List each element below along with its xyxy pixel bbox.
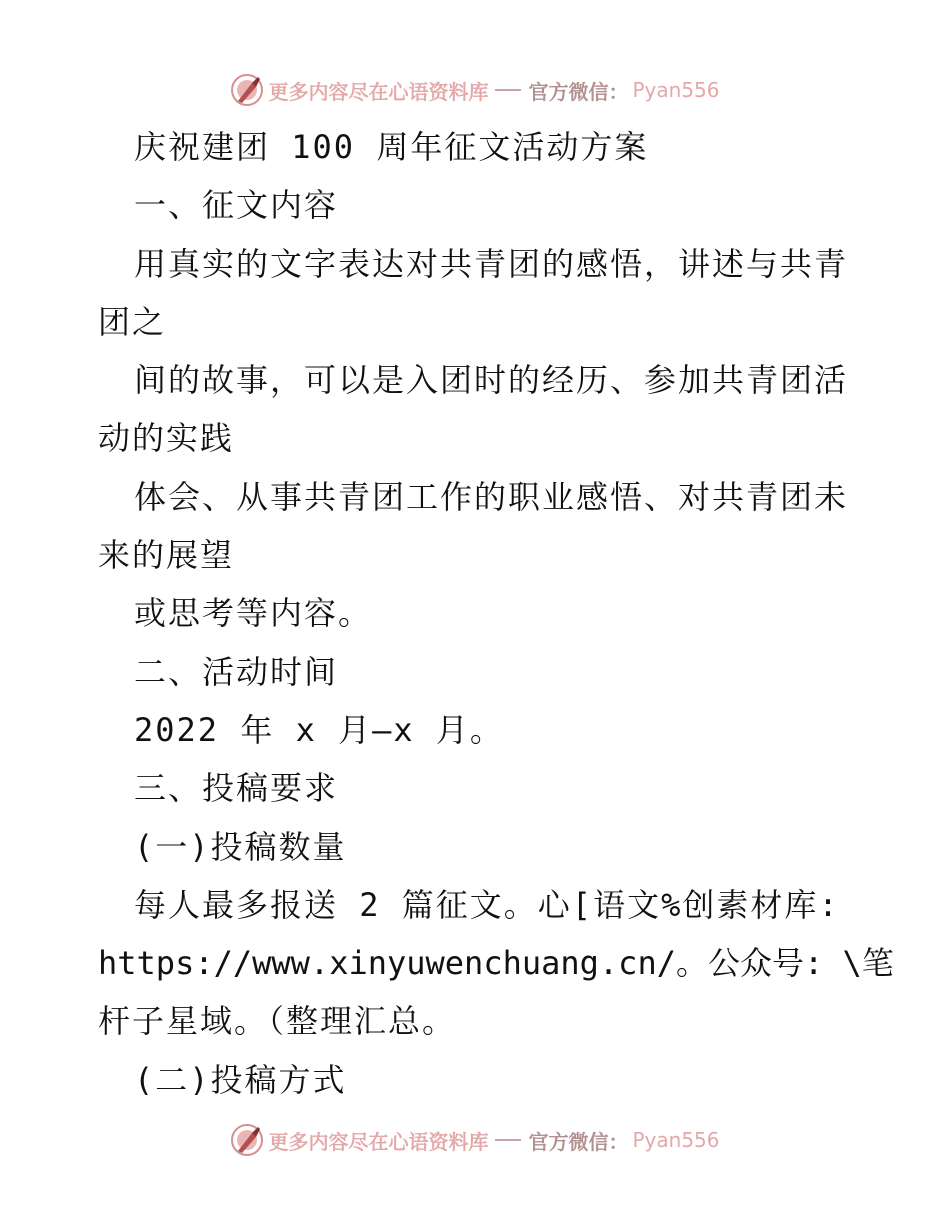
paragraph-line: 来的展望 (98, 536, 235, 575)
footer-watermark (0, 1120, 950, 1160)
watermark-wechat-id: Pyan556 (632, 78, 720, 102)
paragraph-line: 体会、从事共青团工作的职业感悟、对共青团未 (134, 477, 849, 516)
header-watermark (0, 70, 950, 110)
paragraph-line: 或思考等内容。 (134, 594, 373, 633)
watermark-wechat-id: Pyan556 (632, 1128, 720, 1152)
section-heading-content: 一、征文内容 (134, 186, 339, 225)
paragraph-line: 团之 (98, 302, 167, 341)
watermark-group (230, 1123, 719, 1157)
paragraph-line: 每人最多报送 2 篇征文。心[语文%创素材库: (134, 885, 840, 924)
paragraph-line: 用真实的文字表达对共青团的感悟，讲述与共青 (134, 244, 849, 283)
paragraph-line: 杆子星域。（整理汇总。 (98, 1002, 457, 1041)
section-heading-time: 二、活动时间 (134, 652, 339, 691)
pen-nib-icon (230, 1123, 264, 1157)
paragraph-line: 动的实践 (98, 419, 235, 458)
section-heading-requirements: 三、投稿要求 (134, 769, 339, 808)
watermark-dash (495, 1139, 521, 1141)
watermark-suffix: 官方微信： (528, 79, 629, 104)
subheading-method: (二)投稿方式 (134, 1060, 347, 1099)
pen-nib-icon (230, 73, 264, 107)
watermark-prefix: 更多内容尽在心语资料库 (268, 79, 489, 104)
subheading-quantity: (一)投稿数量 (134, 827, 347, 866)
document-body (98, 118, 894, 1109)
watermark-dash (495, 89, 521, 91)
paragraph-line-url: https://www.xinyuwenchuang.cn/。公众号: \笔 (98, 944, 894, 983)
watermark-suffix: 官方微信： (528, 1129, 629, 1154)
document-title: 庆祝建团 100 周年征文活动方案 (134, 128, 649, 166)
watermark-prefix: 更多内容尽在心语资料库 (268, 1129, 489, 1154)
watermark-group (230, 73, 719, 107)
paragraph-line: 间的故事，可以是入团时的经历、参加共青团活 (134, 361, 849, 400)
activity-time-text: 2022 年 x 月—x 月。 (134, 710, 504, 749)
